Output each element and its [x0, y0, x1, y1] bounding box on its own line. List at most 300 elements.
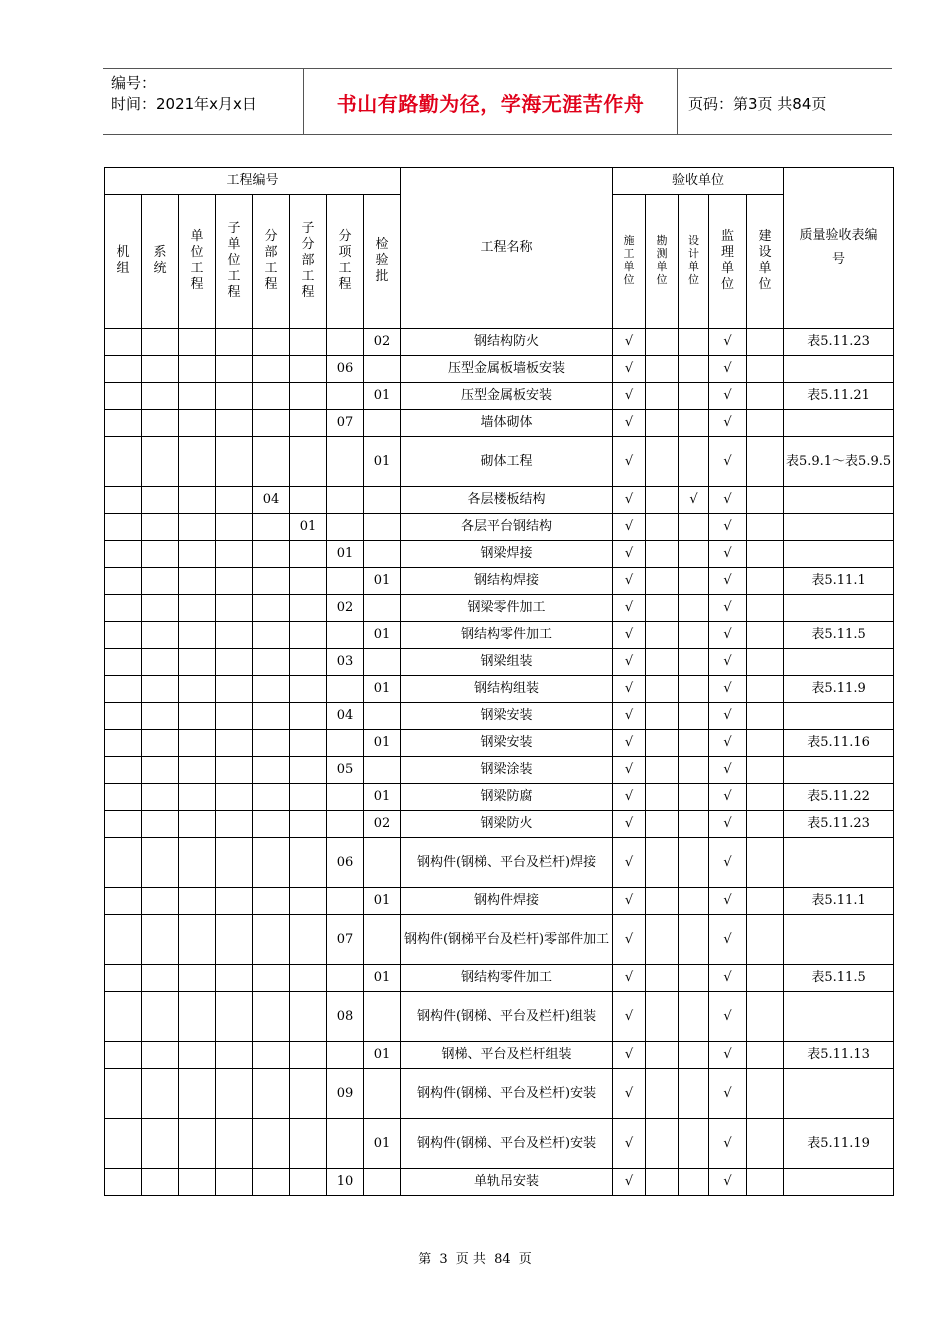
cell-unit-project: [179, 730, 216, 757]
cell-unit-project: [179, 992, 216, 1042]
cell-owner-unit: [747, 541, 784, 568]
cell-system: [142, 965, 179, 992]
cell-division: [253, 568, 290, 595]
cell-survey-unit: [646, 622, 679, 649]
cell-project-name: 各层楼板结构: [401, 487, 613, 514]
page-footer: [0, 1248, 950, 1267]
cell-form-number: 表5.11.19: [784, 1119, 894, 1169]
code-col-label: 机组: [116, 245, 130, 276]
cell-construction-unit: √: [613, 329, 646, 356]
unit-col-header: [747, 195, 784, 329]
cell-sub-unit-project: [216, 514, 253, 541]
cell-inspection-lot: [364, 649, 401, 676]
cell-unit-group: [105, 514, 142, 541]
cell-design-unit: [679, 915, 709, 965]
cell-owner-unit: [747, 757, 784, 784]
cell-unit-group: [105, 703, 142, 730]
cell-division: [253, 888, 290, 915]
cell-supervision-unit: √: [709, 487, 747, 514]
cell-sub-unit-project: [216, 703, 253, 730]
cell-supervision-unit: √: [709, 757, 747, 784]
cell-unit-group: [105, 1069, 142, 1119]
cell-project-name: 钢构件焊接: [401, 888, 613, 915]
cell-construction-unit: √: [613, 757, 646, 784]
cell-inspection-lot: 01: [364, 437, 401, 487]
cell-unit-project: [179, 649, 216, 676]
cell-unit-project: [179, 1119, 216, 1169]
cell-unit-group: [105, 568, 142, 595]
cell-project-name: 钢结构组装: [401, 676, 613, 703]
cell-form-number: [784, 649, 894, 676]
cell-unit-group: [105, 437, 142, 487]
cell-item: [327, 784, 364, 811]
cell-sub-division: [290, 383, 327, 410]
cell-system: [142, 676, 179, 703]
cell-project-name: 钢结构防火: [401, 329, 613, 356]
cell-survey-unit: [646, 649, 679, 676]
cell-division: [253, 622, 290, 649]
cell-construction-unit: √: [613, 649, 646, 676]
cell-inspection-lot: [364, 541, 401, 568]
cell-sub-division: [290, 838, 327, 888]
cell-division: [253, 541, 290, 568]
cell-supervision-unit: √: [709, 356, 747, 383]
cell-project-name: 单轨吊安装: [401, 1169, 613, 1196]
cell-unit-group: [105, 329, 142, 356]
cell-unit-group: [105, 730, 142, 757]
table-row: [105, 992, 894, 1042]
cell-construction-unit: √: [613, 965, 646, 992]
cell-construction-unit: √: [613, 676, 646, 703]
cell-owner-unit: [747, 915, 784, 965]
cell-sub-division: [290, 568, 327, 595]
cell-design-unit: [679, 541, 709, 568]
cell-inspection-lot: [364, 514, 401, 541]
cell-form-number: [784, 410, 894, 437]
cell-sub-unit-project: [216, 838, 253, 888]
cell-construction-unit: √: [613, 811, 646, 838]
cell-unit-group: [105, 383, 142, 410]
cell-construction-unit: √: [613, 1169, 646, 1196]
cell-supervision-unit: √: [709, 410, 747, 437]
cell-sub-division: [290, 1042, 327, 1069]
cell-unit-group: [105, 649, 142, 676]
table-row: [105, 1169, 894, 1196]
code-col-header: [327, 195, 364, 329]
cell-unit-group: [105, 487, 142, 514]
cell-sub-unit-project: [216, 676, 253, 703]
cell-inspection-lot: [364, 410, 401, 437]
acceptance-table: [104, 167, 894, 1196]
cell-project-name: 钢梁涂装: [401, 757, 613, 784]
cell-inspection-lot: 02: [364, 329, 401, 356]
cell-sub-division: [290, 1119, 327, 1169]
cell-system: [142, 703, 179, 730]
cell-sub-unit-project: [216, 811, 253, 838]
cell-item: 06: [327, 356, 364, 383]
cell-division: [253, 356, 290, 383]
cell-construction-unit: √: [613, 1042, 646, 1069]
table-row: [105, 356, 894, 383]
cell-unit-project: [179, 888, 216, 915]
cell-unit-project: [179, 676, 216, 703]
cell-system: [142, 757, 179, 784]
cell-unit-project: [179, 622, 216, 649]
cell-unit-project: [179, 329, 216, 356]
cell-division: [253, 383, 290, 410]
name-column-header: 工程名称: [401, 168, 613, 329]
cell-sub-division: [290, 703, 327, 730]
cell-design-unit: [679, 622, 709, 649]
cell-inspection-lot: [364, 595, 401, 622]
cell-form-number: 表5.11.23: [784, 329, 894, 356]
cell-supervision-unit: √: [709, 992, 747, 1042]
cell-unit-group: [105, 838, 142, 888]
cell-sub-unit-project: [216, 1119, 253, 1169]
cell-owner-unit: [747, 1169, 784, 1196]
cell-division: [253, 992, 290, 1042]
cell-item: 01: [327, 541, 364, 568]
cell-project-name: 砌体工程: [401, 437, 613, 487]
cell-unit-project: [179, 965, 216, 992]
cell-sub-division: [290, 730, 327, 757]
cell-sub-unit-project: [216, 568, 253, 595]
cell-unit-project: [179, 595, 216, 622]
cell-unit-group: [105, 595, 142, 622]
cell-division: [253, 649, 290, 676]
cell-project-name: 钢梁零件加工: [401, 595, 613, 622]
cell-owner-unit: [747, 965, 784, 992]
cell-construction-unit: √: [613, 838, 646, 888]
cell-design-unit: [679, 437, 709, 487]
cell-division: [253, 329, 290, 356]
cell-inspection-lot: 01: [364, 1119, 401, 1169]
code-col-header: [216, 195, 253, 329]
document-header: [103, 68, 892, 135]
cell-form-number: 表5.11.1: [784, 888, 894, 915]
cell-item: 06: [327, 838, 364, 888]
cell-supervision-unit: √: [709, 541, 747, 568]
cell-project-name: 钢结构零件加工: [401, 622, 613, 649]
table-row: [105, 730, 894, 757]
cell-form-number: [784, 514, 894, 541]
cell-construction-unit: √: [613, 703, 646, 730]
cell-form-number: [784, 992, 894, 1042]
cell-sub-unit-project: [216, 622, 253, 649]
table-row: [105, 568, 894, 595]
cell-item: 02: [327, 595, 364, 622]
cell-inspection-lot: [364, 915, 401, 965]
cell-system: [142, 1042, 179, 1069]
cell-project-name: 钢构件(钢梯、平台及栏杆)焊接: [401, 838, 613, 888]
cell-project-name: 各层平台钢结构: [401, 514, 613, 541]
cell-owner-unit: [747, 676, 784, 703]
table-row: [105, 410, 894, 437]
cell-sub-unit-project: [216, 1169, 253, 1196]
cell-system: [142, 383, 179, 410]
cell-system: [142, 784, 179, 811]
cell-owner-unit: [747, 1042, 784, 1069]
cell-owner-unit: [747, 437, 784, 487]
cell-item: [327, 676, 364, 703]
table-header-row: [105, 168, 894, 195]
cell-survey-unit: [646, 410, 679, 437]
cell-design-unit: [679, 1042, 709, 1069]
footer-total-pages: 84: [494, 1252, 511, 1267]
cell-supervision-unit: √: [709, 437, 747, 487]
cell-survey-unit: [646, 383, 679, 410]
cell-item: [327, 568, 364, 595]
cell-supervision-unit: √: [709, 730, 747, 757]
cell-sub-unit-project: [216, 1069, 253, 1119]
cell-inspection-lot: [364, 1169, 401, 1196]
cell-form-number: 表5.11.9: [784, 676, 894, 703]
footer-prefix: 第: [418, 1252, 432, 1267]
cell-owner-unit: [747, 838, 784, 888]
cell-inspection-lot: [364, 838, 401, 888]
table-row: [105, 437, 894, 487]
cell-survey-unit: [646, 784, 679, 811]
unit-col-header: [709, 195, 747, 329]
cell-design-unit: [679, 1169, 709, 1196]
cell-sub-unit-project: [216, 915, 253, 965]
cell-survey-unit: [646, 437, 679, 487]
cell-system: [142, 888, 179, 915]
cell-owner-unit: [747, 888, 784, 915]
cell-sub-unit-project: [216, 437, 253, 487]
unit-col-header: [613, 195, 646, 329]
cell-division: [253, 595, 290, 622]
table-row: [105, 784, 894, 811]
cell-design-unit: [679, 730, 709, 757]
table-row: [105, 757, 894, 784]
number-label: 编号：: [111, 74, 157, 92]
cell-survey-unit: [646, 329, 679, 356]
cell-construction-unit: √: [613, 992, 646, 1042]
cell-division: [253, 410, 290, 437]
cell-survey-unit: [646, 703, 679, 730]
cell-system: [142, 1169, 179, 1196]
cell-form-number: [784, 757, 894, 784]
cell-unit-group: [105, 784, 142, 811]
cell-sub-division: [290, 965, 327, 992]
cell-inspection-lot: 01: [364, 1042, 401, 1069]
table-row: [105, 703, 894, 730]
cell-inspection-lot: 01: [364, 676, 401, 703]
cell-construction-unit: √: [613, 1119, 646, 1169]
cell-sub-unit-project: [216, 487, 253, 514]
unit-col-label: 建设单位: [758, 229, 772, 292]
page-info: 页码：第3页 共84页: [688, 95, 827, 113]
cell-sub-division: [290, 992, 327, 1042]
cell-unit-group: [105, 1042, 142, 1069]
cell-design-unit: [679, 965, 709, 992]
cell-division: [253, 703, 290, 730]
cell-unit-project: [179, 757, 216, 784]
cell-division: [253, 915, 290, 965]
cell-sub-division: [290, 1069, 327, 1119]
cell-unit-group: [105, 1119, 142, 1169]
cell-unit-project: [179, 383, 216, 410]
cell-form-number: [784, 915, 894, 965]
table-row: [105, 965, 894, 992]
cell-item: 08: [327, 992, 364, 1042]
cell-design-unit: [679, 383, 709, 410]
cell-design-unit: [679, 703, 709, 730]
cell-project-name: 钢构件(钢梯、平台及栏杆)组装: [401, 992, 613, 1042]
unit-col-header: [679, 195, 709, 329]
cell-survey-unit: [646, 915, 679, 965]
cell-supervision-unit: √: [709, 915, 747, 965]
cell-supervision-unit: √: [709, 784, 747, 811]
cell-inspection-lot: [364, 487, 401, 514]
cell-form-number: 表5.11.13: [784, 1042, 894, 1069]
code-col-label: 分部工程: [264, 229, 278, 292]
cell-item: 07: [327, 410, 364, 437]
cell-division: [253, 1069, 290, 1119]
cell-sub-division: [290, 356, 327, 383]
cell-supervision-unit: √: [709, 838, 747, 888]
code-col-header: [364, 195, 401, 329]
cell-unit-group: [105, 965, 142, 992]
cell-project-name: 钢梁安装: [401, 703, 613, 730]
unit-col-label: 监理单位: [721, 229, 735, 292]
unit-col-header: [646, 195, 679, 329]
header-divider: [677, 69, 678, 135]
cell-division: [253, 676, 290, 703]
cell-construction-unit: √: [613, 383, 646, 410]
cell-supervision-unit: √: [709, 1119, 747, 1169]
cell-project-name: 钢构件(钢梯平台及栏杆)零部件加工: [401, 915, 613, 965]
group-accept-header: 验收单位: [613, 168, 784, 195]
table-row: [105, 622, 894, 649]
cell-system: [142, 568, 179, 595]
cell-design-unit: [679, 992, 709, 1042]
table-row: [105, 915, 894, 965]
cell-supervision-unit: √: [709, 514, 747, 541]
cell-sub-unit-project: [216, 757, 253, 784]
cell-division: [253, 757, 290, 784]
code-col-header: [105, 195, 142, 329]
cell-sub-unit-project: [216, 1042, 253, 1069]
cell-system: [142, 649, 179, 676]
cell-unit-group: [105, 757, 142, 784]
cell-sub-division: [290, 595, 327, 622]
cell-system: [142, 811, 179, 838]
cell-item: [327, 965, 364, 992]
table-row: [105, 649, 894, 676]
cell-sub-division: [290, 437, 327, 487]
cell-project-name: 钢梁焊接: [401, 541, 613, 568]
cell-construction-unit: √: [613, 888, 646, 915]
cell-design-unit: [679, 676, 709, 703]
cell-project-name: 钢梁防腐: [401, 784, 613, 811]
cell-design-unit: [679, 838, 709, 888]
cell-supervision-unit: √: [709, 1069, 747, 1119]
cell-system: [142, 1069, 179, 1119]
cell-item: [327, 437, 364, 487]
cell-survey-unit: [646, 676, 679, 703]
cell-item: [327, 1042, 364, 1069]
cell-design-unit: [679, 811, 709, 838]
cell-supervision-unit: √: [709, 888, 747, 915]
cell-unit-project: [179, 784, 216, 811]
cell-unit-project: [179, 915, 216, 965]
cell-sub-division: [290, 888, 327, 915]
cell-design-unit: [679, 514, 709, 541]
cell-unit-project: [179, 1169, 216, 1196]
cell-sub-division: [290, 1169, 327, 1196]
table-row: [105, 1119, 894, 1169]
cell-sub-unit-project: [216, 784, 253, 811]
cell-design-unit: [679, 329, 709, 356]
cell-unit-project: [179, 703, 216, 730]
cell-inspection-lot: 01: [364, 568, 401, 595]
cell-owner-unit: [747, 356, 784, 383]
cell-item: [327, 888, 364, 915]
cell-sub-unit-project: [216, 730, 253, 757]
cell-division: [253, 965, 290, 992]
cell-construction-unit: √: [613, 915, 646, 965]
cell-inspection-lot: [364, 1069, 401, 1119]
cell-project-name: 钢梁防火: [401, 811, 613, 838]
cell-item: [327, 329, 364, 356]
cell-form-number: [784, 356, 894, 383]
cell-form-number: 表5.11.22: [784, 784, 894, 811]
cell-design-unit: [679, 757, 709, 784]
cell-design-unit: [679, 568, 709, 595]
cell-division: [253, 811, 290, 838]
cell-system: [142, 437, 179, 487]
cell-item: [327, 487, 364, 514]
cell-survey-unit: [646, 356, 679, 383]
cell-division: [253, 784, 290, 811]
cell-sub-unit-project: [216, 356, 253, 383]
table-row: [105, 811, 894, 838]
code-col-label: 子分部工程: [301, 221, 315, 300]
slogan: 书山有路勤为径，学海无涯苦作舟: [336, 91, 645, 116]
cell-form-number: 表5.11.21: [784, 383, 894, 410]
table-row: [105, 1069, 894, 1119]
cell-division: [253, 1169, 290, 1196]
cell-unit-group: [105, 622, 142, 649]
cell-item: 10: [327, 1169, 364, 1196]
code-col-label: 单位工程: [190, 229, 204, 292]
cell-unit-project: [179, 514, 216, 541]
cell-supervision-unit: √: [709, 1169, 747, 1196]
cell-project-name: 钢梁安装: [401, 730, 613, 757]
cell-owner-unit: [747, 730, 784, 757]
cell-supervision-unit: √: [709, 676, 747, 703]
code-col-label: 分项工程: [338, 229, 352, 292]
cell-construction-unit: √: [613, 595, 646, 622]
cell-unit-group: [105, 915, 142, 965]
cell-owner-unit: [747, 649, 784, 676]
cell-form-number: 表5.11.16: [784, 730, 894, 757]
cell-survey-unit: [646, 1169, 679, 1196]
unit-col-label: 勘测单位: [656, 234, 668, 286]
table-row: [105, 595, 894, 622]
cell-unit-project: [179, 1042, 216, 1069]
cell-sub-unit-project: [216, 329, 253, 356]
cell-item: 05: [327, 757, 364, 784]
cell-form-number: 表5.11.5: [784, 622, 894, 649]
cell-survey-unit: [646, 838, 679, 888]
code-col-label: 系统: [153, 245, 167, 276]
cell-unit-group: [105, 676, 142, 703]
table-row: [105, 541, 894, 568]
cell-construction-unit: √: [613, 487, 646, 514]
